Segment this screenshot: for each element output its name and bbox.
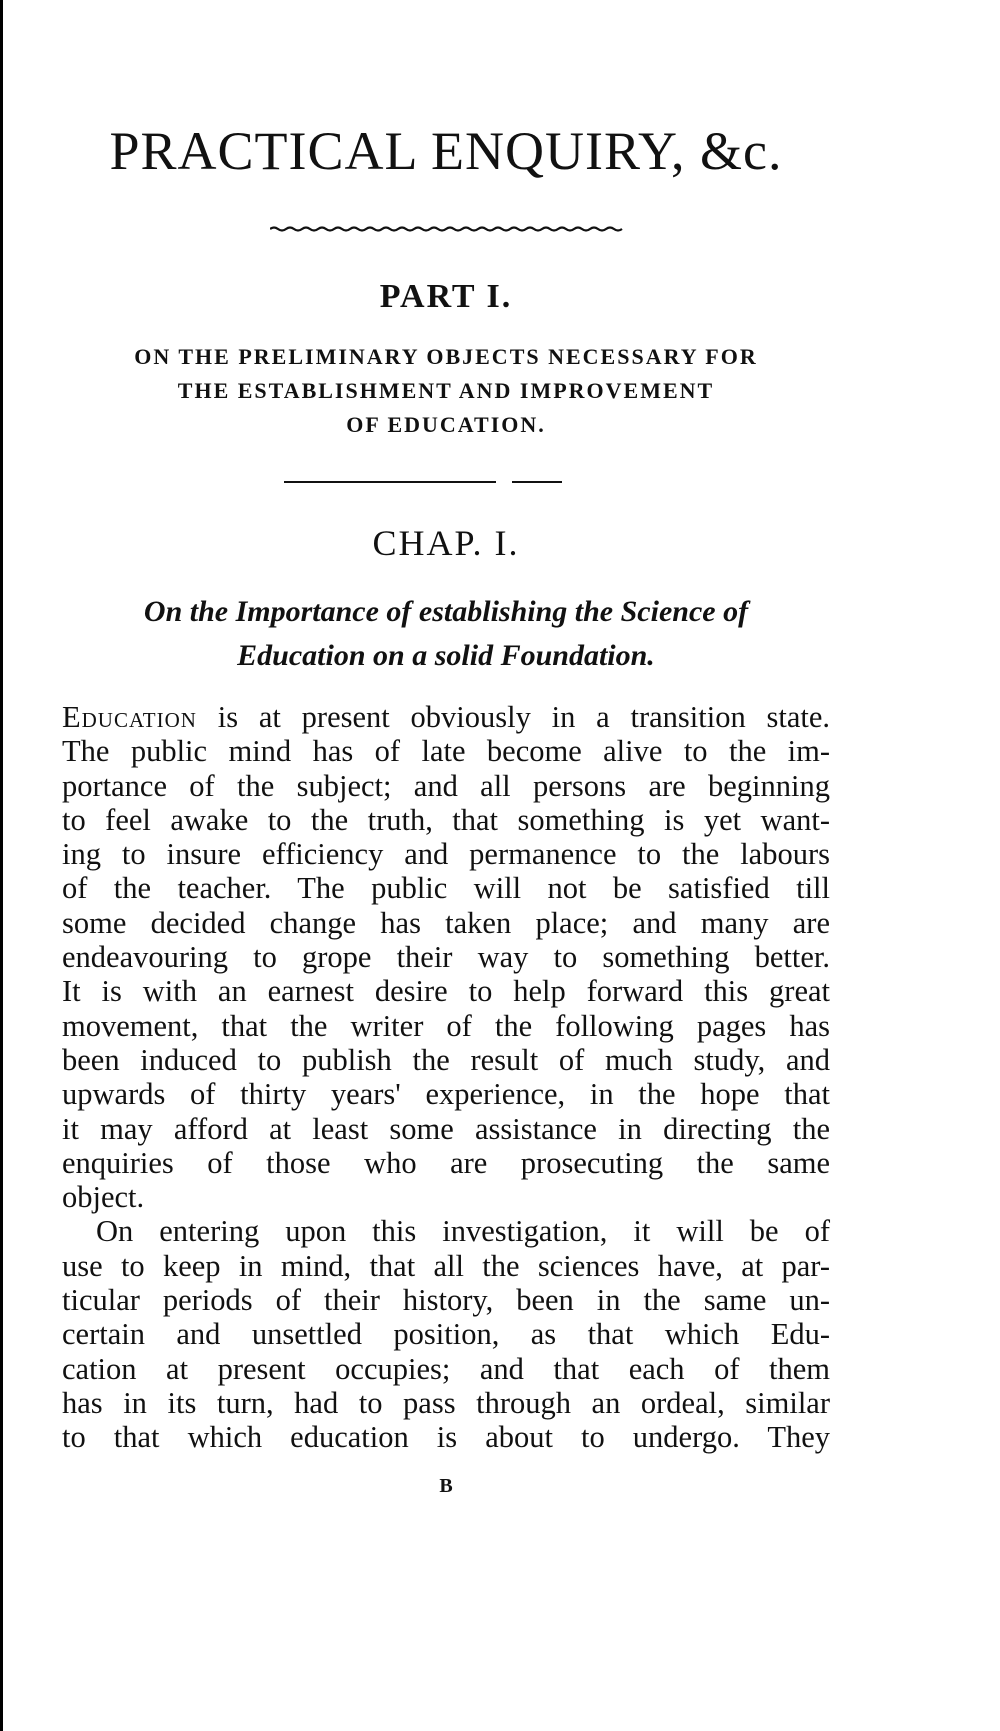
part-subtitle-line: OF EDUCATION. <box>346 412 546 437</box>
text-line: ing to insure efficiency and permanence to the labours <box>62 837 830 872</box>
ornamental-rule <box>270 226 626 232</box>
book-page <box>62 0 830 1731</box>
text-line: endeavouring to grope their way to something better. <box>62 940 830 975</box>
signature-mark: B <box>439 1475 453 1497</box>
text-line: it may afford at least some assistance in directing the <box>62 1111 830 1146</box>
text-line: of the teacher. The public will not be satisfied till <box>62 871 830 906</box>
text-line: certain and unsettled position, as that which Edu- <box>62 1317 830 1352</box>
text-line: some decided change has taken place; and many are <box>62 905 830 940</box>
part-subtitle <box>62 340 830 442</box>
part-subtitle-line: ON THE PRELIMINARY OBJECTS NECESSARY FOR <box>134 344 758 369</box>
part-title: PART I. <box>379 278 513 315</box>
first-word: Education <box>62 700 197 734</box>
text-line: It is with an earnest desire to help forward this great <box>62 974 830 1009</box>
part-subtitle-line: THE ESTABLISHMENT AND IMPROVEMENT <box>177 378 715 403</box>
chapter-subtitle <box>62 590 830 678</box>
chapter-subtitle-line: Education on a solid Foundation. <box>237 639 655 672</box>
text-line: cation at present occupies; and that each of them <box>62 1351 830 1386</box>
chapter-title: CHAP. I. <box>372 523 520 563</box>
section-divider <box>284 481 644 484</box>
text-line: portance of the subject; and all persons are beginning <box>62 768 830 803</box>
text-line: enquiries of those who are prosecuting the same <box>62 1145 830 1180</box>
body-text <box>62 700 830 1455</box>
text-line: ticular periods of their history, been in the same un- <box>62 1283 830 1318</box>
text-line: movement, that the writer of the following pages has <box>62 1008 830 1043</box>
text-line <box>62 700 830 734</box>
text-line: object. <box>62 1180 145 1215</box>
text-line: been induced to publish the result of much study, and <box>62 1042 830 1077</box>
chapter-subtitle-line: On the Importance of establishing the Science of <box>143 595 749 628</box>
text-line: use to keep in mind, that all the sciences have, at par- <box>62 1248 830 1283</box>
text-line: The public mind has of late become alive to the im- <box>62 734 830 769</box>
paragraph <box>62 700 830 1214</box>
page-edge <box>0 0 3 1731</box>
text-line: to that which education is about to undergo. They <box>62 1420 830 1455</box>
text-line: On entering upon this investigation, it will be of <box>96 1214 830 1249</box>
text-line: upwards of thirty years' experience, in the hope that <box>62 1077 830 1112</box>
first-line-rest: is at present obviously in a transition state. <box>196 700 830 734</box>
book-title: PRACTICAL ENQUIRY, &c. <box>109 121 783 181</box>
text-line: to feel awake to the truth, that something is yet want- <box>62 802 830 837</box>
paragraph <box>62 1214 830 1454</box>
text-line: has in its turn, had to pass through an ordeal, similar <box>62 1385 830 1420</box>
